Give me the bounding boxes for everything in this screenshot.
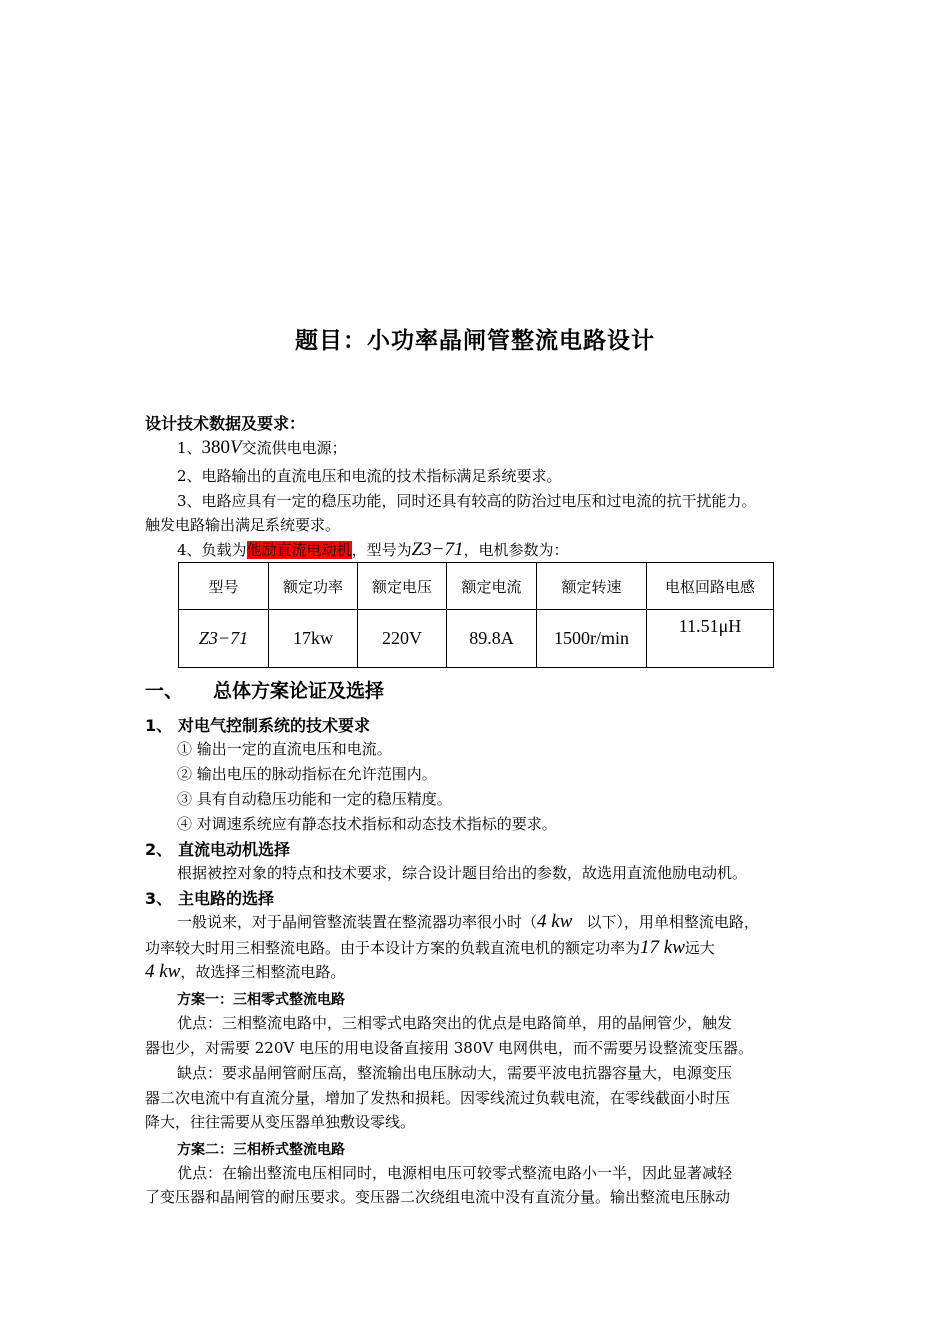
math-power-17kw: 17 kw [640,937,685,958]
scheme-1-advantage-cont: 器也少，对需要 220V 电压的用电设备直接用 380V 电网供电，而不需要另设整流变压器。 [145,1039,754,1057]
motor-parameter-table [178,562,774,668]
table-header-row [179,563,774,610]
subsection-3-line-1 [177,910,817,934]
scheme-1-disadvantage: 缺点：要求晶闸管耐压高，整流输出电压脉动大，需要平波电抗器容量大，电源变压 [177,1064,733,1082]
list-item: ① 输出一定的直流电压和电流。 [177,740,392,758]
scheme-2-advantage-cont: 了变压器和晶闸管的耐压要求。变压器二次绕组电流中没有直流分量。输出整流电压脉动 [145,1188,731,1206]
scheme-2-advantage: 优点：在输出整流电压相同时，电源相电压可较零式整流电路小一半，因此显著减轻 [177,1164,733,1182]
table-cell-voltage: 220V [358,610,447,668]
section-1-title: 总体方案论证及选择 [213,680,385,702]
math-power-4kw: 4 kw [145,961,181,982]
table-cell-power: 17kw [269,610,358,668]
item1-prefix: 1、 [177,439,202,457]
subsection-2-heading [145,837,290,860]
table-cell-inductance: 11.51μH [647,610,774,668]
item4-suffix: ，电机参数为： [463,541,569,559]
section-1-heading [145,676,384,703]
item1-value: 380 [201,437,231,458]
table-cell-speed: 1500r/min [537,610,647,668]
table-header-cell: 型号 [179,563,269,610]
list-item: ② 输出电压的脉动指标在允许范围内。 [177,765,437,783]
item1-text: 交流供电电源； [241,439,347,457]
subsection-2-number: 2、 [145,840,173,859]
table-cell-model: Z3−71 [179,610,269,668]
subsection-2-title: 直流电动机选择 [178,840,291,859]
text-run: ，故选择三相整流电路。 [180,963,346,981]
list-item: ③ 具有自动稳压功能和一定的稳压精度。 [177,790,452,808]
table-header-cell: 电枢回路电感 [647,563,774,610]
text-run: 功率较大时用三相整流电路。由于本设计方案的负载直流电机的额定功率为 [145,939,641,957]
page-title: 题目：小功率晶闸管整流电路设计 [295,328,655,354]
subsection-3-number: 3、 [145,889,173,908]
scheme-1-advantage: 优点：三相整流电路中，三相零式电路突出的优点是电路简单，用的晶闸管少，触发 [177,1014,733,1032]
list-item: ④ 对调速系统应有静态技术指标和动态技术指标的要求。 [177,815,557,833]
table-header-cell: 额定转速 [537,563,647,610]
subsection-1-heading [145,713,370,736]
subsection-3-line-2 [145,936,810,960]
subsection-1-number: 1、 [145,716,173,735]
requirement-item-3-cont: 触发电路输出满足系统要求。 [145,516,341,534]
math-power-4kw: 4 kw [537,911,573,932]
subsection-3-line-3 [145,960,810,984]
table-cell-current: 89.8A [447,610,537,668]
item4-prefix: 4、负载为 [177,541,247,559]
requirement-item-2: 2、电路输出的直流电压和电流的技术指标满足系统要求。 [177,467,562,485]
section-1-number: 一、 [145,680,184,702]
item1-unit: V [230,437,242,458]
subsection-3-heading [145,886,274,909]
subsection-1-title: 对电气控制系统的技术要求 [178,716,371,735]
requirement-item-3: 3、电路应具有一定的稳压功能，同时还具有较高的防治过电压和过电流的抗干扰能力。 [177,492,757,510]
scheme-1-disadvantage-cont: 器二次电流中有直流分量，增加了发热和损耗。因零线流过负载电流，在零线截面小时压 [145,1089,731,1107]
scheme-1-disadvantage-cont: 降大，往往需要从变压器单独敷设零线。 [145,1113,416,1131]
scheme-1-title: 方案一：三相零式整流电路 [177,992,345,1008]
text-run: 以下），用单相整流电路， [586,913,759,931]
table-header-cell: 额定电流 [447,563,537,610]
text-run: 一般说来，对于晶闸管整流装置在整流器功率很小时（ [177,913,538,931]
motor-model: Z3−71 [411,539,464,560]
highlighted-motor-type: 他励直流电动机 [246,541,352,559]
subsection-3-title: 主电路的选择 [178,889,275,908]
table-row [179,610,774,668]
requirements-heading: 设计技术数据及要求： [145,414,306,433]
table-header-cell: 额定电压 [358,563,447,610]
subsection-2-text: 根据被控对象的特点和技术要求，综合设计题目给出的参数，故选用直流他励电动机。 [177,864,748,882]
table-header-cell: 额定功率 [269,563,358,610]
requirement-item-1 [177,436,817,460]
scheme-2-title: 方案二：三相桥式整流电路 [177,1142,345,1158]
item4-mid: ，型号为 [351,541,412,559]
requirement-item-4 [177,538,817,562]
text-run: 远大 [684,939,715,957]
